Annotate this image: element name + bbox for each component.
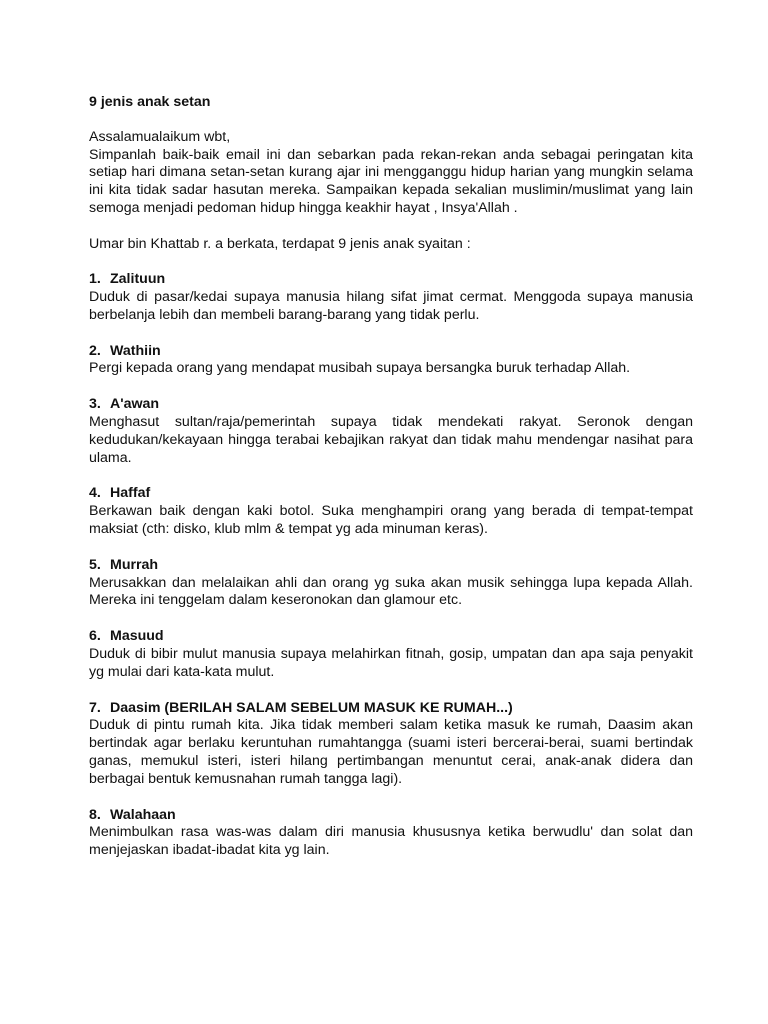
item-number: 8. xyxy=(89,806,101,823)
list-item xyxy=(89,396,693,467)
item-heading xyxy=(89,396,693,414)
spacer xyxy=(89,218,693,236)
item-name: A'awan xyxy=(110,396,160,413)
document-title: 9 jenis anak setan xyxy=(89,94,211,110)
item-number: 1. xyxy=(89,271,101,288)
item-number: 5. xyxy=(89,556,101,573)
list-item xyxy=(89,807,693,860)
item-description: Duduk di pasar/kedai supaya manusia hilang sifat jimat cermat. Menggoda supaya manusia berbelanja lebih dan membeli barang-barang yang tidak perlu. xyxy=(89,288,693,323)
item-heading xyxy=(89,807,693,825)
item-name: Wathiin xyxy=(110,342,161,359)
item-number: 6. xyxy=(89,628,101,645)
item-number: 7. xyxy=(89,699,101,716)
item-heading xyxy=(89,557,693,575)
document-page xyxy=(89,94,693,878)
item-name: Haffaf xyxy=(110,485,151,502)
list-item xyxy=(89,628,693,681)
list-item xyxy=(89,557,693,610)
item-description: Menimbulkan rasa was-was dalam diri manusia khususnya ketika berwudlu' dan solat dan menjejaskan ibadat-ibadat kita yg lain. xyxy=(89,824,693,859)
list-item xyxy=(89,343,693,379)
list-item xyxy=(89,485,693,538)
item-heading xyxy=(89,700,693,718)
item-description: Pergi kepada orang yang mendapat musibah supaya bersangka buruk terhadap Allah. xyxy=(89,360,631,377)
intro-paragraph: Simpanlah baik-baik email ini dan sebarkan pada rekan-rekan anda sebagai peringatan kita setiap hari dimana setan-setan kurang ajar ini mengganggu hidup harian yang mungkin selama ini kita tidak sadar hasutan mereka. Sampaikan kepada sekalian muslimin/muslimat yang lain semoga menjadi pedoman hidup hingga keakhir hayat , Insya'Allah . xyxy=(89,146,693,216)
item-heading xyxy=(89,343,693,361)
list-item xyxy=(89,271,693,324)
item-description: Merusakkan dan melalaikan ahli dan orang yg suka akan musik sehingga lupa kepada Allah. Mereka ini tenggelam dalam keseronokan dan glamour etc. xyxy=(89,574,693,609)
item-name: Zalituun xyxy=(110,271,166,288)
item-name: Masuud xyxy=(110,628,164,645)
item-heading xyxy=(89,271,693,289)
item-number: 3. xyxy=(89,396,101,413)
item-description: Duduk di pintu rumah kita. Jika tidak memberi salam ketika masuk ke rumah, Daasim akan bertindak agar berlaku keruntuhan rumahtangga (suami isteri bercerai-berai, suami bertindak ganas, memukul isteri, isteri hilang pertimbangan menuntut cerai, anak-anak didera dan berbagai bentuk kemusnahan rumah tangga lagi). xyxy=(89,717,693,787)
item-name: Walahaan xyxy=(110,806,176,823)
item-heading xyxy=(89,485,693,503)
item-name: Daasim (BERILAH SALAM SEBELUM MASUK KE RUMAH...) xyxy=(110,699,513,716)
item-name: Murrah xyxy=(110,556,159,573)
list-item xyxy=(89,700,693,789)
item-description: Duduk di bibir mulut manusia supaya melahirkan fitnah, gosip, umpatan dan apa saja penyakit yg mulai dari kata-kata mulut. xyxy=(89,645,693,680)
lead-paragraph: Umar bin Khattab r. a berkata, terdapat 9 jenis anak syaitan : xyxy=(89,235,471,252)
item-number: 4. xyxy=(89,485,101,502)
item-number: 2. xyxy=(89,342,101,359)
item-description: Menghasut sultan/raja/pemerintah supaya tidak mendekati rakyat. Seronok dengan kedudukan/kekayaan hingga terabai kebajikan rakyat dan tidak mahu mendengar nasihat para ulama. xyxy=(89,413,693,466)
spacer xyxy=(89,253,693,271)
item-description: Berkawan baik dengan kaki botol. Suka menghampiri orang yang berada di tempat-tempat maksiat (cth: disko, klub mlm & tempat yg ada minuman keras). xyxy=(89,503,693,537)
item-heading xyxy=(89,628,693,646)
greeting: Assalamualaikum wbt, xyxy=(89,128,231,145)
